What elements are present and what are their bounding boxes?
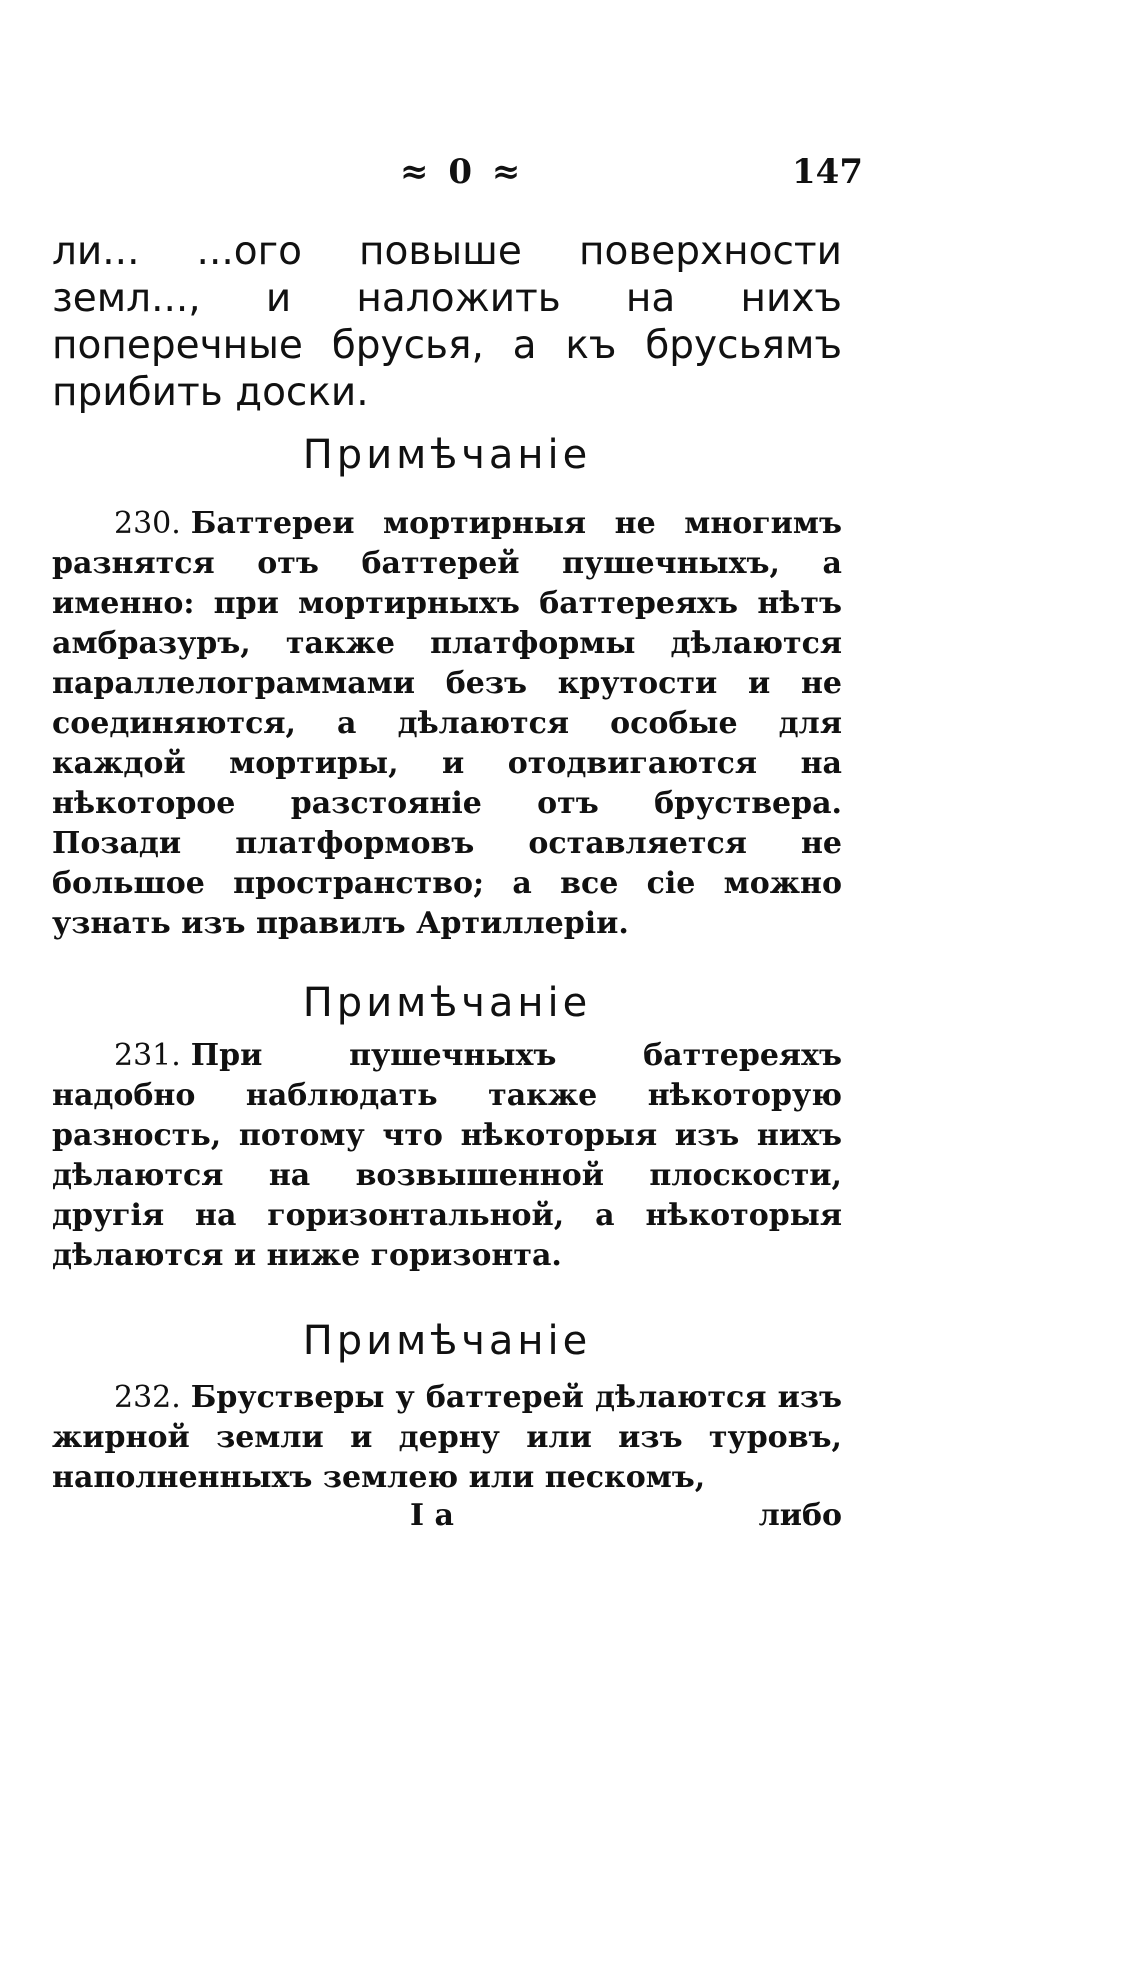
running-head: ≈ 0 ≈ [400,152,525,192]
note-number-232: 232. [114,1380,181,1415]
page-header [50,152,863,202]
note-text-232: Брустверы у баттерей дѣлаются изъ жирной земли и дерну или изъ туровъ, наполненныхъ землею или пескомъ, [52,1380,842,1495]
section-heading-232: Примѣчаніе [302,1318,592,1364]
section-heading-230: Примѣчаніе [302,432,592,478]
catchword: либо [758,1498,842,1533]
note-paragraph-230 [52,504,842,944]
note-number-231: 231. [114,1038,181,1073]
signature-mark: I a [410,1498,454,1533]
note-paragraph-231 [52,1036,842,1276]
page-footer [52,1498,842,1542]
note-paragraph-232 [52,1378,842,1498]
note-text-231: При пушечныхъ баттереяхъ надобно наблюдать также нѣкоторую разность, потому что нѣкоторыя изъ нихъ дѣлаются на возвышенной плоскости, другія на горизонтальной, а нѣкоторыя дѣлаются и ниже горизонта. [52,1038,842,1273]
page-number: 147 [792,152,863,192]
section-heading-231: Примѣчаніе [302,980,592,1026]
text-column [52,228,842,1542]
continued-paragraph: ли... ...ого повыше поверхности земл..., и наложить на нихъ поперечные брусья, а къ брусьямъ прибить доски. [52,229,842,415]
note-number-230: 230. [114,506,181,541]
note-text-230: Баттереи мортирныя не многимъ разнятся отъ баттерей пушечныхъ, а именно: при мортирныхъ баттереяхъ нѣтъ амбразуръ, также платформы дѣлаются параллелограммами безъ крутости и не соединяются, а дѣлаются особые для каждой мортиры, и отодвигаются на нѣкоторое разстояніе отъ бруствера. Позади платформовъ оставляется не большое пространство; а все сіе можно узнать изъ правилъ Артиллеріи. [52,506,842,941]
